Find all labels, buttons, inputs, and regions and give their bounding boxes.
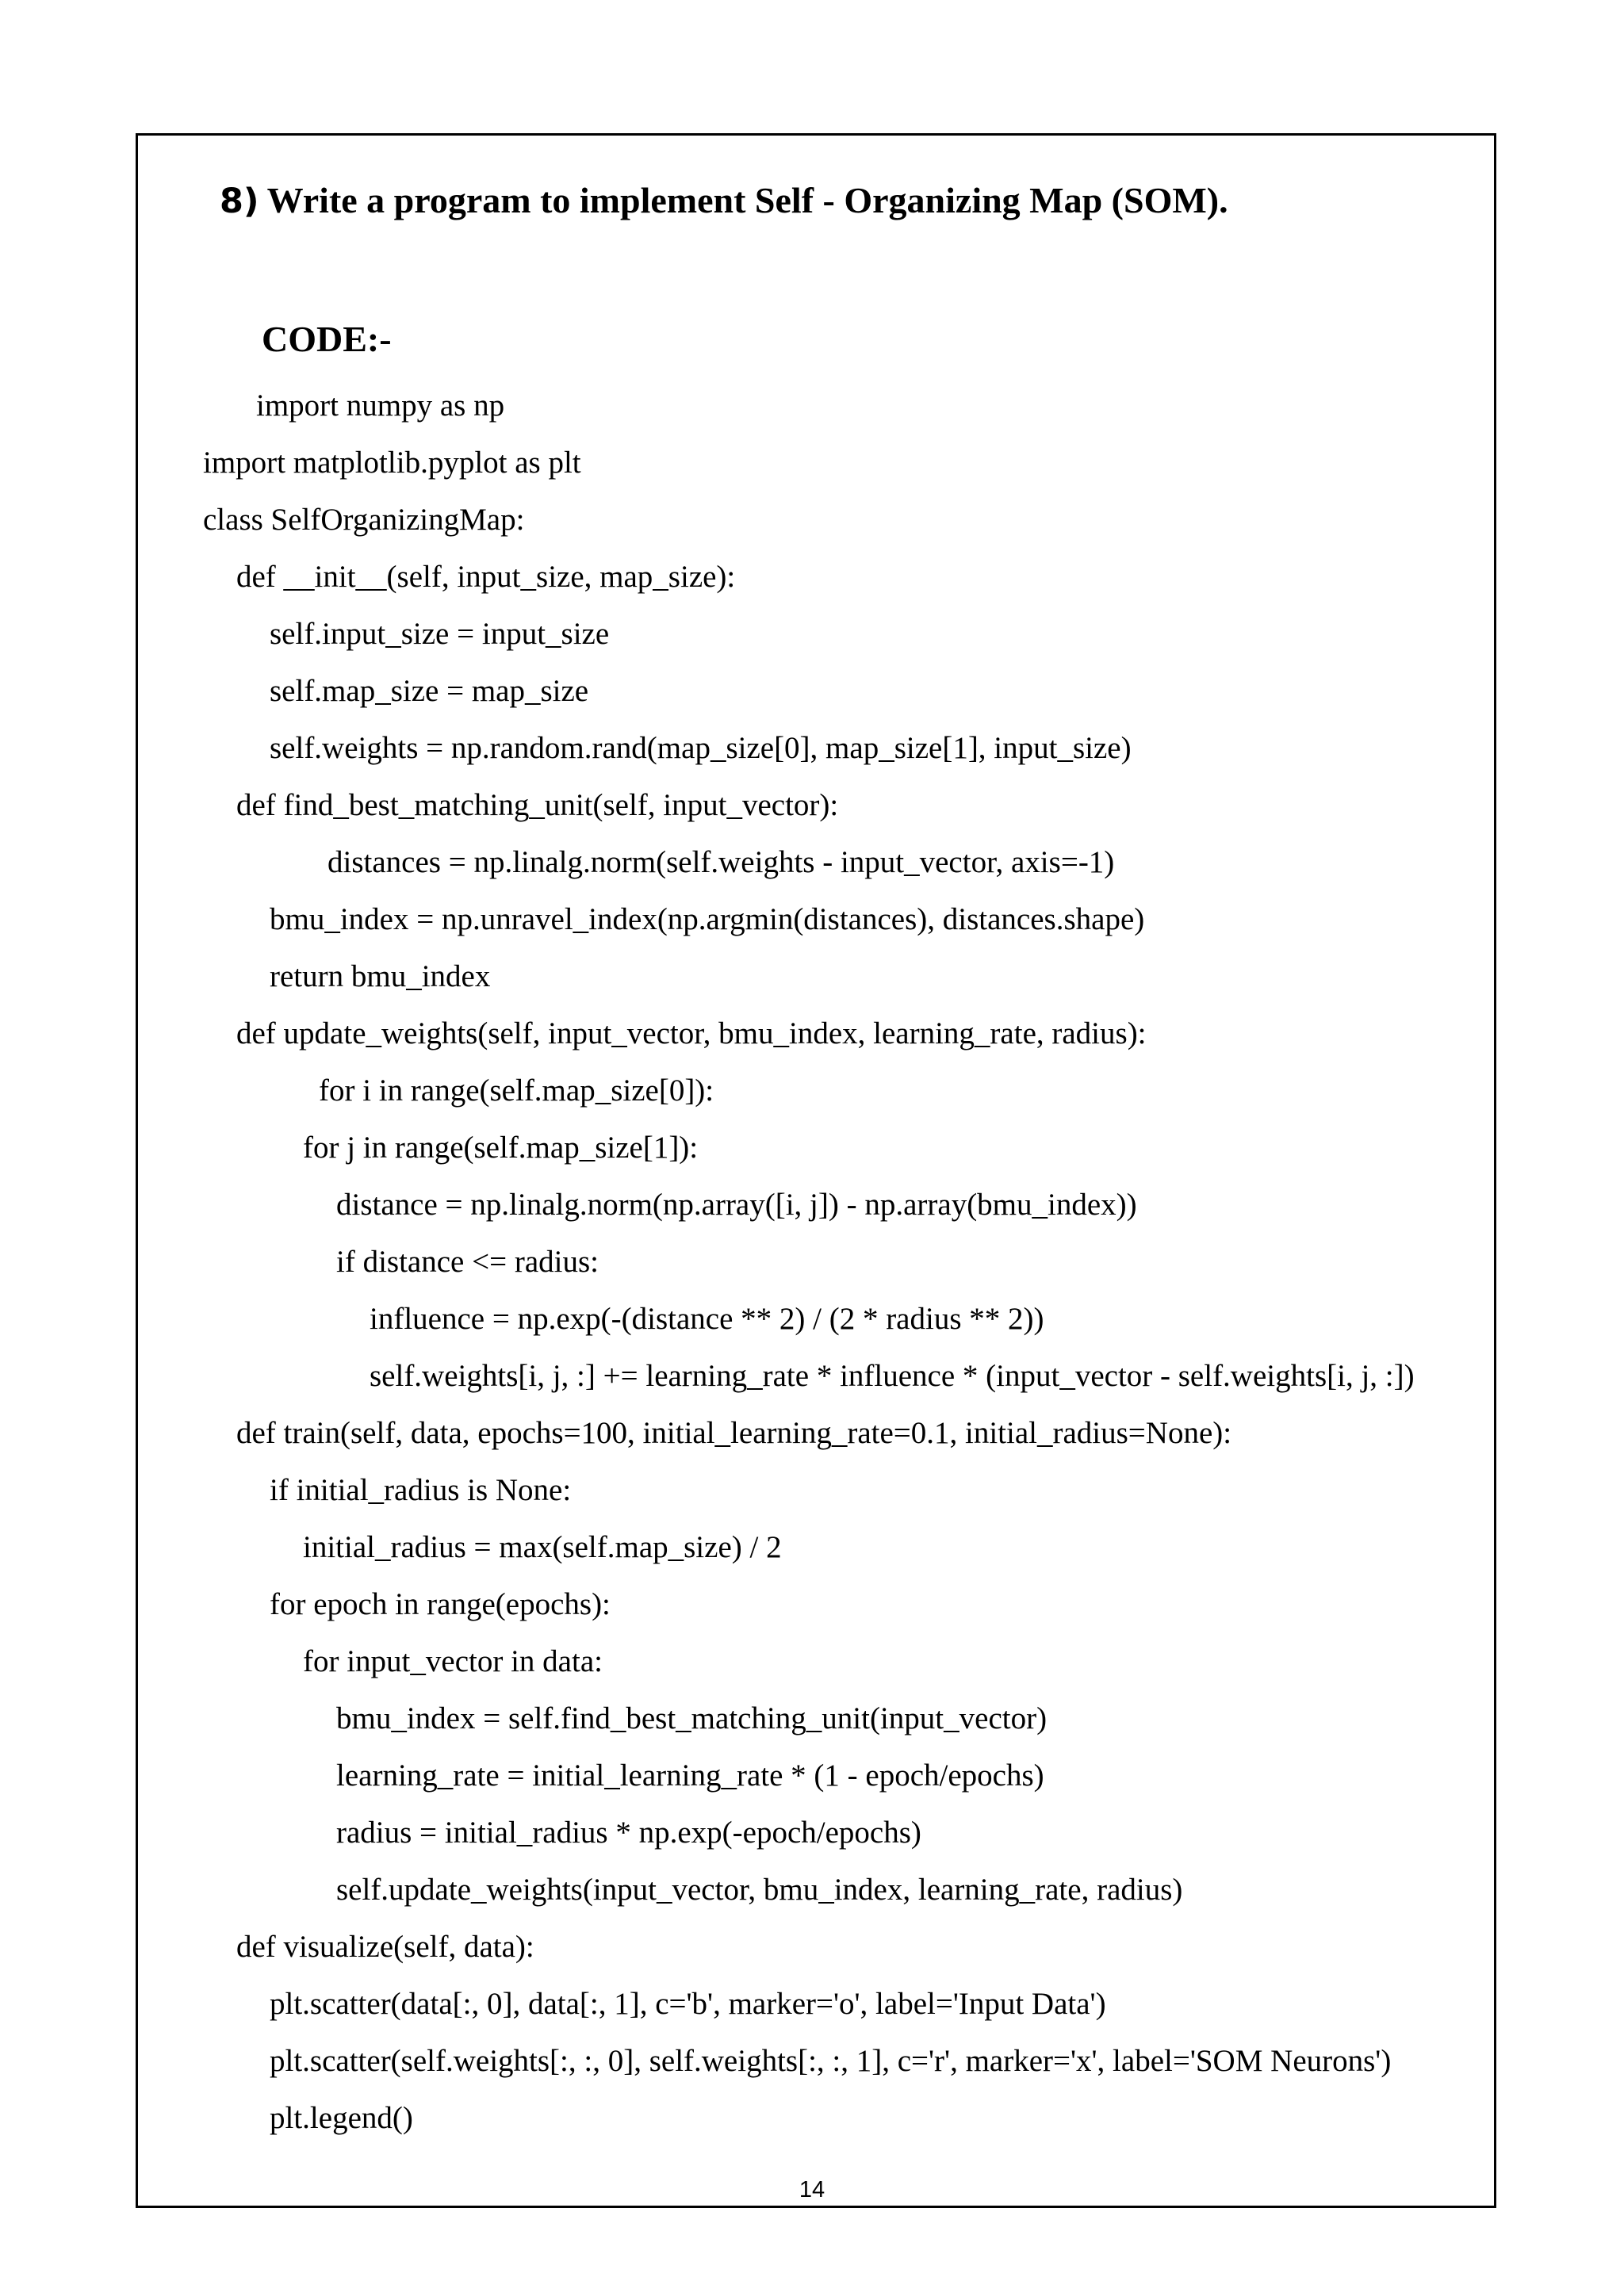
code-line: class SelfOrganizingMap: xyxy=(203,503,525,537)
code-line: import numpy as np xyxy=(256,388,505,423)
code-line: plt.scatter(self.weights[:, :, 0], self.weights[:, :, 1], c='r', marker='x', label='SOM Neurons') xyxy=(270,2044,1392,2078)
code-line: def visualize(self, data): xyxy=(236,1930,534,1964)
code-line: distance = np.linalg.norm(np.array([i, j]) - np.array(bmu_index)) xyxy=(336,1188,1137,1222)
code-line: if initial_radius is None: xyxy=(270,1473,572,1507)
code-line: if distance <= radius: xyxy=(336,1245,599,1279)
code-line: learning_rate = initial_learning_rate * (1 - epoch/epochs) xyxy=(336,1758,1044,1793)
code-line: radius = initial_radius * np.exp(-epoch/epochs) xyxy=(336,1816,921,1850)
code-line: def update_weights(self, input_vector, bmu_index, learning_rate, radius): xyxy=(236,1016,1147,1050)
code-line: influence = np.exp(-(distance ** 2) / (2 * radius ** 2)) xyxy=(370,1302,1044,1336)
code-line: self.input_size = input_size xyxy=(270,617,610,651)
code-line: self.map_size = map_size xyxy=(270,674,589,708)
question-number: 8) xyxy=(220,182,259,221)
code-line: for i in range(self.map_size[0]): xyxy=(319,1073,714,1108)
code-line: bmu_index = np.unravel_index(np.argmin(distances), distances.shape) xyxy=(270,902,1145,936)
code-label: CODE:- xyxy=(262,319,392,359)
code-line: for j in range(self.map_size[1]): xyxy=(303,1131,699,1165)
code-line: plt.scatter(data[:, 0], data[:, 1], c='b', marker='o', label='Input Data') xyxy=(270,1987,1106,2021)
code-line: for input_vector in data: xyxy=(303,1644,603,1678)
code-line: import matplotlib.pyplot as plt xyxy=(203,446,581,480)
page-number: 14 xyxy=(799,2177,825,2202)
code-line: for epoch in range(epochs): xyxy=(270,1587,611,1621)
code-line: plt.legend() xyxy=(270,2101,413,2135)
code-line: bmu_index = self.find_best_matching_unit(input_vector) xyxy=(336,1701,1048,1735)
question-text: Write a program to implement Self - Organizing Map (SOM). xyxy=(266,180,1228,220)
code-line: return bmu_index xyxy=(270,959,491,993)
code-line: self.update_weights(input_vector, bmu_index, learning_rate, radius) xyxy=(336,1873,1183,1907)
code-line: def train(self, data, epochs=100, initial_learning_rate=0.1, initial_radius=None): xyxy=(236,1416,1232,1450)
code-line: self.weights = np.random.rand(map_size[0], map_size[1], input_size) xyxy=(270,731,1132,765)
code-line: initial_radius = max(self.map_size) / 2 xyxy=(303,1530,782,1564)
code-line: def __init__(self, input_size, map_size): xyxy=(236,560,736,594)
question-heading xyxy=(220,182,1228,219)
code-line: distances = np.linalg.norm(self.weights - input_vector, axis=-1) xyxy=(327,845,1115,879)
code-line: self.weights[i, j, :] += learning_rate * influence * (input_vector - self.weights[i, j, :]) xyxy=(370,1359,1415,1393)
code-line: def find_best_matching_unit(self, input_vector): xyxy=(236,788,839,822)
